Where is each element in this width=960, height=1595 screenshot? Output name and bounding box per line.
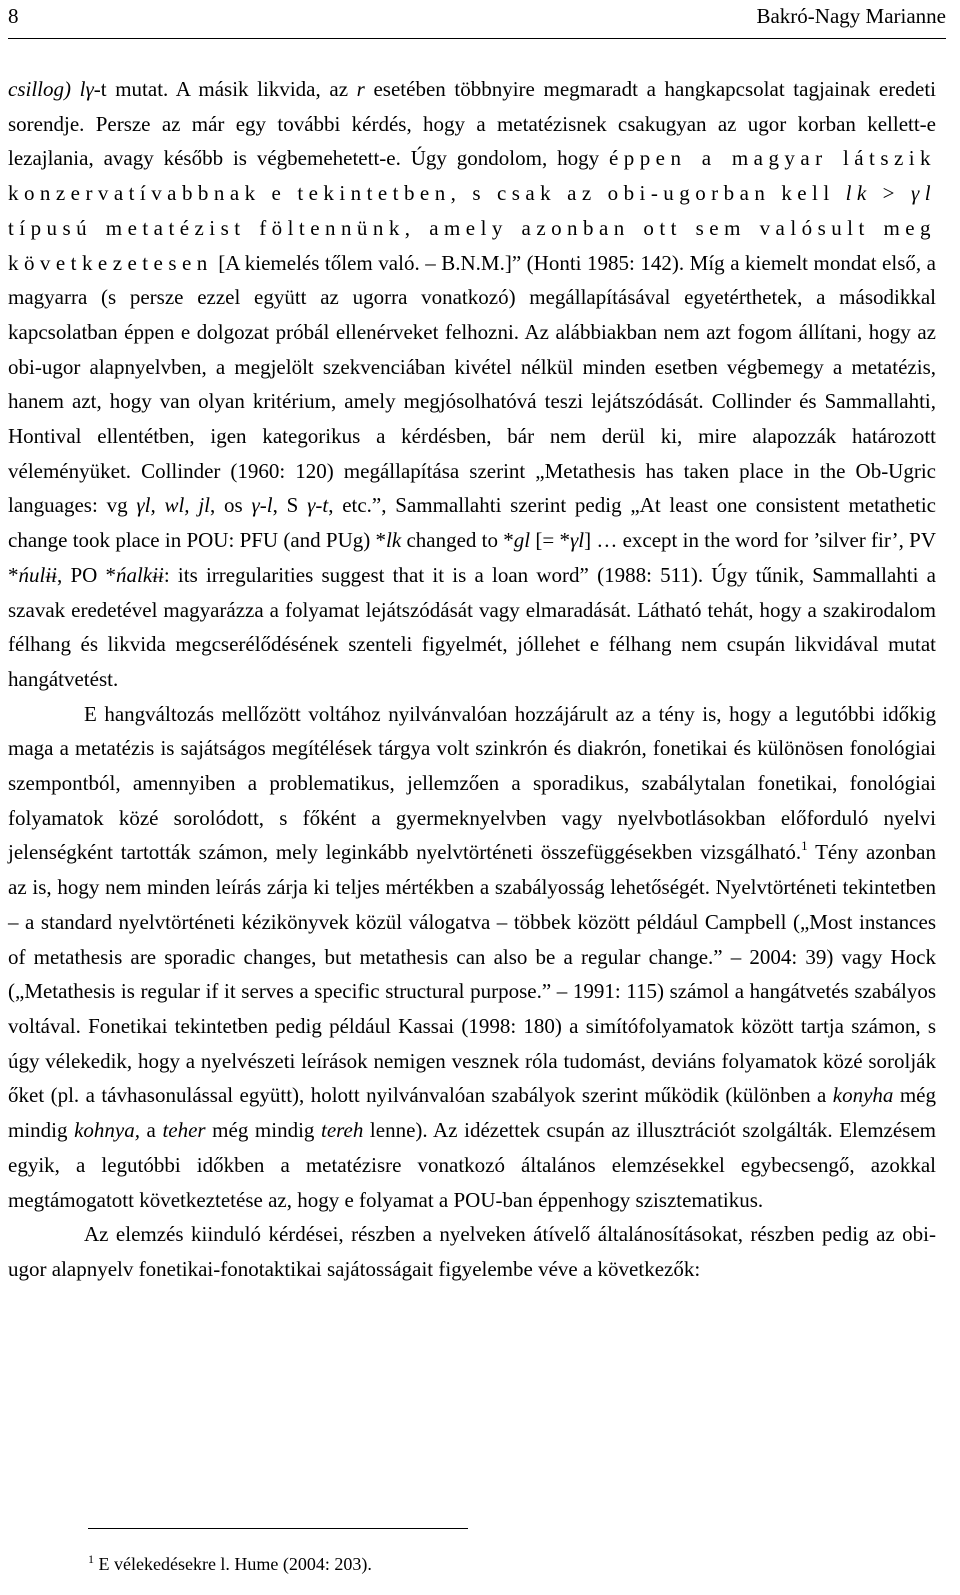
text-span: [A kiemelés tőlem való. – B.N.M.]” (Honti 1985: 142). Míg a kiemelt mondat első, a magyarra (s persze ezzel együtt az ugorra vonatkozó) megállapításával egyetérthetek, a másodikkal kapcsolatban éppen e dolgozat próbál ellenérveket felhozni. Az alábbiakban nem azt fogom állítani, hogy az obi-ugor alapnyelvben, a megjelölt szekvenciában kivétel nélkül minden esetben végbemegy a metatézis, hanem azt, hogy van olyan kritérium, amely megjósolhatóvá teszi lejátszódását. Collinder és Sammallahti, Hontival ellentétben, igen kategorikus a kérdésben, bár nem derül ki, mire alapozzák határozott véleményüket. Collinder (1960: 120) megállapítása szerint „Metathesis has taken place in the Ob-Ugric languages: vg	[8, 250, 936, 518]
text-span: -	[259, 493, 267, 518]
footnote-number: 1	[88, 1552, 94, 1566]
text-span: ] … except in the word for ’silver fir’, PV *	[8, 528, 937, 587]
italic-sequence: ńalkɨɨ	[116, 562, 164, 587]
footnote-reference[interactable]: 1	[801, 838, 808, 854]
text-span: [= *	[530, 528, 570, 553]
italic-sequence: γl	[569, 528, 585, 553]
italic-sequence: lγ	[71, 77, 94, 101]
text-span: , os	[210, 493, 252, 518]
footnote	[88, 1550, 372, 1578]
text-span: még mindig	[205, 1118, 321, 1143]
italic-sequence: lk	[386, 528, 402, 553]
text-span: E hangváltozás mellőzött voltához nyilvánvalóan hozzájárult az a tény is, hogy a legutóbbi időkig maga a metatézis is sajátságos megítélések tárgya volt szinkrón és diakrón, fonetikai és különösen fonológiai szempontból, amennyiben a problematikus, jellemzően a sporadikus, szabálytalan fonetikai, fonológiai folyamatok közé sorolódott, s főként a gyermeknyelvben vagy nyelvbotlásokban előforduló nyelvi jelenségként tartották számon, mely leginkább nyelvtörténeti összefüggésekben vizsgálható.	[8, 701, 936, 865]
italic-sequence: l	[266, 493, 273, 518]
paragraph-2	[8, 697, 936, 1218]
page-number: 8	[8, 4, 19, 28]
text-span: , S	[272, 493, 308, 518]
italic-letter: r	[356, 77, 365, 101]
running-head: Bakró-Nagy Marianne	[756, 4, 946, 28]
footnote-separator	[88, 1528, 468, 1529]
text-span: még mindig	[8, 1083, 936, 1143]
emphasized-quote: éppen a magyar látszik konzervatívabbnak e tekintetben, s csak az obi-ugorban kell lk > γl típusú metatézist föltennünk, amely azonban ott sem valósult meg következetesen	[8, 146, 936, 275]
text-span: changed to *	[401, 528, 514, 553]
italic-sequence: ńulɨɨ	[18, 562, 58, 587]
text-span: : its irregularities suggest that it is a loan word” (1988: 511). Úgy tűnik, Sammallahti a szavak eredetével magyarázza a folyamat lejátszódását vagy elmaradását. Látható tehát, hogy a szakirodalom félhang és likvida megcserélődésének szenteli figyelmét, jóllehet e félhang nem csupán likvidával mutat hangátvetést.	[8, 562, 936, 691]
italic-sequence: gl	[513, 528, 531, 553]
text-span: , etc.”, Sammallahti szerint pedig „At least one consistent metathetic change took place in POU: PFU (and PUg) *	[8, 493, 936, 553]
italic-sequence: t	[322, 493, 329, 518]
text-span: , PO *	[57, 562, 117, 587]
text-span: -	[315, 493, 323, 518]
page-header	[8, 2, 946, 39]
italic-sequence: γ	[307, 493, 316, 518]
text-span: a	[139, 1118, 163, 1143]
italic-sequence: γl, wl, jl	[136, 493, 210, 518]
text-span: lenne). Az idézettek csupán az illusztrációt szolgálták. Elemzésem egyik, a legutóbbi időkben a metatézisre vonatkozó általános elemzésekkel egybecsengő, azokkal megtámogatott következtetése az, hogy e folyamat a POU-ban éppenhogy szisztematikus.	[8, 1118, 936, 1212]
italic-word: tereh	[320, 1118, 364, 1143]
footnote-text: E vélekedésekre l. Hume (2004: 203).	[94, 1554, 372, 1574]
italic-word: teher	[162, 1118, 206, 1143]
text-span: -t mutat. A másik likvida, az	[93, 77, 357, 101]
paragraph-1	[8, 72, 936, 697]
main-text	[8, 72, 936, 1287]
italic-word: konyha	[832, 1083, 894, 1108]
paragraph-3: Az elemzés kiinduló kérdései, részben a nyelveken átívelő általánosításokat, részben pedig az obi-ugor alapnyelv fonetikai-fonotaktikai sajátosságait figyelembe véve a következők:	[8, 1222, 936, 1281]
italic-sequence: γ	[251, 493, 260, 518]
italic-word: csillog)	[8, 77, 71, 101]
text-span: Tény azonban az is, hogy nem minden leírás zárja ki teljes mértékben a szabályosság lehetőségét. Nyelvtörténeti tekintetben – a standard nyelvtörténeti kézikönyvek közül válogatva – többek között például Campbell („Most instances of metathesis are sporadic changes, but metathesis can also be a regular change.” – 2004: 39) vagy Hock („Metathesis is regular if it serves a specific structural purpose.” – 1991: 115) számol a hangátvetés szabályos voltával. Fonetikai tekintetben pedig például Kassai (1998: 180) a simítófolyamatok között tartja számon, s úgy vélekedik, hogy a nyelvészeti leírások nemigen vesznek róla tudomást, deviáns folyamatok közé sorolják őket (pl. a távhasonulással együtt), holott nyilvánvalóan szabályok szerint működik (különben a	[8, 840, 937, 1108]
italic-word: kohnya,	[74, 1118, 140, 1143]
text-span: esetében többnyire megmaradt a hangkapcsolat tagjainak eredeti sorendje. Persze az már egy további kérdés, hogy a metatézisnek csakugyan az ugor korban kellett-e lezajlania, avagy később is végbemehetett-e. Úgy gondolom, hogy	[8, 77, 937, 171]
